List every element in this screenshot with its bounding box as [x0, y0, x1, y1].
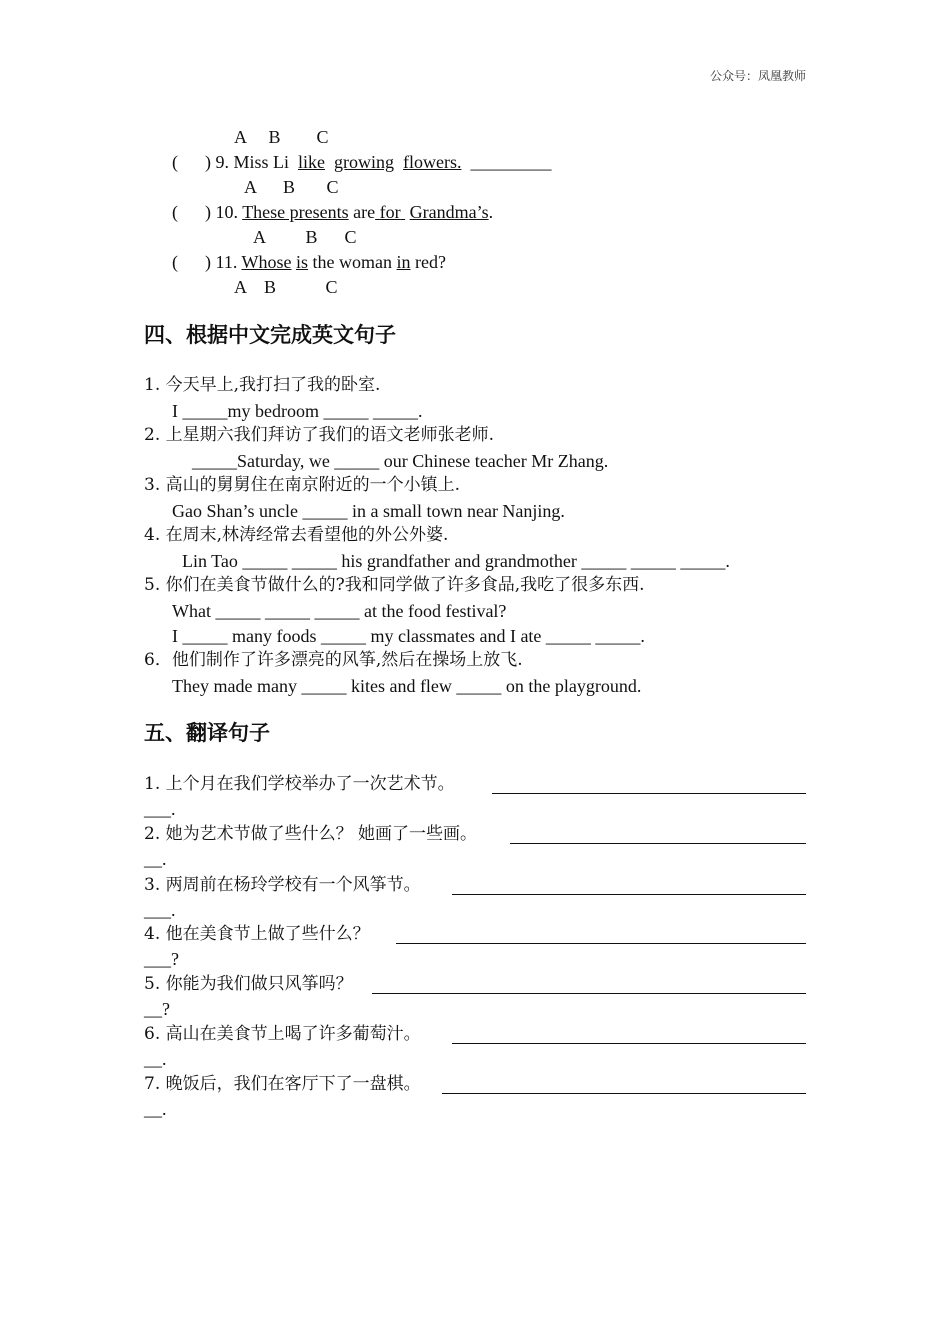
option-a: Whose [241, 252, 292, 272]
question-9: ( ) 9. Miss Li like growing flowers. _________ [172, 152, 552, 172]
option-c: flowers. [403, 152, 462, 172]
section-5-title: 五、翻译句子 [144, 721, 270, 745]
answer-blank: _________ [470, 152, 552, 172]
option-a: like [298, 152, 326, 172]
abc-labels-8: A B C [234, 127, 329, 147]
s5-item-3: 3. 两周前在杨玲学校有一个风筝节。 [144, 875, 421, 895]
paren: ( ) [172, 202, 211, 222]
s5-item-end: __. [144, 1099, 167, 1119]
s4-line: Gao Shan’s uncle _____ in a small town near Nanjing. [172, 501, 565, 521]
s5-item-end: __. [144, 849, 167, 869]
answer-line [492, 775, 806, 794]
section-4-title: 四、根据中文完成英文句子 [144, 323, 396, 347]
option-a: These presents [242, 202, 349, 222]
s5-item-5: 5. 你能为我们做只风筝吗？ [144, 974, 353, 994]
answer-line [510, 825, 806, 844]
s4-line: 2. 上星期六我们拜访了我们的语文老师张老师. [144, 425, 495, 445]
s4-line: I _____my bedroom _____ _____. [172, 401, 423, 421]
answer-line [452, 876, 806, 895]
s5-item-end: ___. [144, 799, 176, 819]
s4-line: 1. 今天早上,我打扫了我的卧室. [144, 375, 381, 395]
abc-labels-9: A B C [244, 177, 339, 197]
s5-item-2: 2. 她为艺术节做了些什么？ 她画了一些画。 [144, 824, 478, 844]
s4-line: What _____ _____ _____ at the food festival? [172, 601, 507, 621]
s5-item-1: 1. 上个月在我们学校举办了一次艺术节。 [144, 774, 455, 794]
question-number: 10. [215, 202, 238, 222]
paren: ( ) [172, 152, 211, 172]
s5-item-end: __. [144, 1049, 167, 1069]
abc-labels-10: A B C [253, 227, 357, 247]
abc-labels-11: A B C [234, 277, 338, 297]
s5-item-6: 6. 高山在美食节上喝了许多葡萄汁。 [144, 1024, 421, 1044]
s4-line: _____Saturday, we _____ our Chinese teacher Mr Zhang. [192, 451, 609, 471]
s4-line: 3. 高山的舅舅住在南京附近的一个小镇上. [144, 475, 461, 495]
option-c: Grandma’s [409, 202, 489, 222]
answer-line [452, 1025, 806, 1044]
answer-line [396, 925, 806, 944]
option-b: for [379, 202, 401, 222]
s4-line: 4. 在周末,林涛经常去看望他的外公外婆. [144, 525, 449, 545]
question-11: ( ) 11. Whose is the woman in red? [172, 252, 447, 272]
s4-line: They made many _____ kites and flew _____ on the playground. [172, 676, 642, 696]
s4-line: Lin Tao _____ _____ his grandfather and grandmother _____ _____ _____. [182, 551, 730, 571]
answer-line [442, 1075, 806, 1094]
s4-line: 5. 你们在美食节做什么的?我和同学做了许多食品,我吃了很多东西. [144, 575, 645, 595]
s4-line: I _____ many foods _____ my classmates and I ate _____ _____. [172, 626, 645, 646]
question-number: 9. [215, 152, 229, 172]
page-header: 公众号：凤凰教师 [710, 69, 807, 83]
s5-item-4: 4. 他在美食节上做了些什么？ [144, 924, 370, 944]
option-b: growing [334, 152, 395, 172]
s4-line: 6．他们制作了许多漂亮的风筝,然后在操场上放飞. [144, 650, 523, 670]
question-10: ( ) 10. These presents are for Grandma’s. [172, 202, 494, 222]
s5-item-end: ___. [144, 900, 176, 920]
option-c: in [396, 252, 411, 272]
s5-item-end: __? [144, 999, 170, 1019]
question-number: 11. [215, 252, 238, 272]
paren: ( ) [172, 252, 211, 272]
answer-line [372, 975, 806, 994]
s5-item-end: ___? [144, 949, 179, 969]
s5-item-7: 7. 晚饭后，我们在客厅下了一盘棋。 [144, 1074, 421, 1094]
option-b: is [296, 252, 309, 272]
